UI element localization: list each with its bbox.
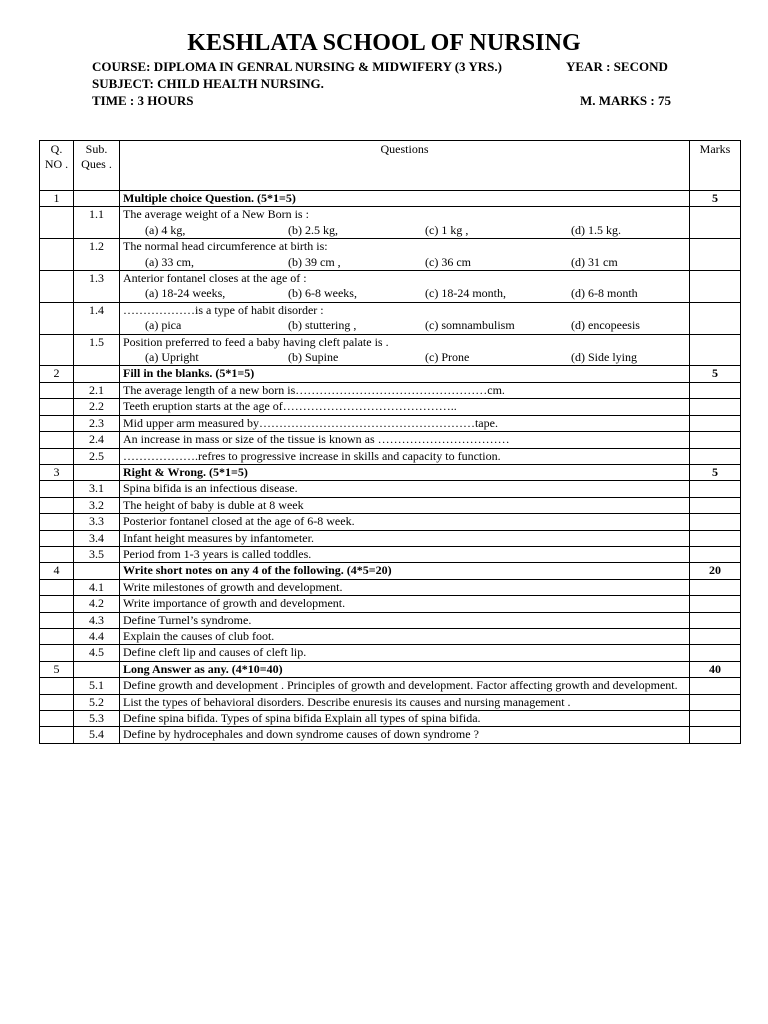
question-row xyxy=(40,432,741,448)
sub-question-number: 3.2 xyxy=(74,497,120,513)
question-row xyxy=(40,530,741,546)
question-text: The average length of a new born is…………………………………………cm. xyxy=(123,382,505,397)
question-text: Posterior fontanel closed at the age of 6-8 week. xyxy=(123,514,355,529)
question-row xyxy=(40,497,741,513)
question-cell xyxy=(120,596,690,612)
question-text: Define by hydrocephales and down syndrome causes of down syndrome ? xyxy=(123,727,479,742)
section-marks: 20 xyxy=(690,563,741,579)
question-text: ………………is a type of habit disorder : xyxy=(123,302,324,317)
question-row xyxy=(40,727,741,743)
section-row xyxy=(40,191,741,207)
question-number-empty xyxy=(40,727,74,743)
sub-question-number: 4.3 xyxy=(74,612,120,628)
sub-question-number: 1.4 xyxy=(74,302,120,334)
sub-question-number-empty xyxy=(74,191,120,207)
marks-empty xyxy=(690,334,741,366)
marks-empty xyxy=(690,382,741,398)
question-cell xyxy=(120,530,690,546)
question-text: Define spina bifida. Types of spina bifida Explain all types of spina bifida. xyxy=(123,711,481,725)
sub-question-number: 2.1 xyxy=(74,382,120,398)
marks-empty xyxy=(690,415,741,431)
answer-option: (c) somnambulism xyxy=(425,318,515,333)
question-cell xyxy=(120,546,690,562)
answer-option: (a) 18-24 weeks, xyxy=(145,286,226,301)
answer-options xyxy=(123,350,686,365)
sub-question-number: 3.5 xyxy=(74,546,120,562)
sub-question-number-empty xyxy=(74,661,120,677)
question-number-empty xyxy=(40,530,74,546)
question-cell xyxy=(120,302,690,334)
answer-option: (a) 33 cm, xyxy=(145,254,194,269)
question-table-body xyxy=(40,191,741,744)
sub-question-number: 4.5 xyxy=(74,645,120,661)
answer-option: (d) Side lying xyxy=(571,350,637,365)
answer-options xyxy=(123,318,686,333)
question-cell xyxy=(120,448,690,464)
max-marks-line: M. MARKS : 75 xyxy=(580,93,671,108)
section-marks: 40 xyxy=(690,661,741,677)
marks-empty xyxy=(690,481,741,497)
question-cell xyxy=(120,271,690,303)
question-cell xyxy=(120,399,690,415)
sub-question-number: 5.3 xyxy=(74,711,120,727)
marks-empty xyxy=(690,727,741,743)
answer-options xyxy=(123,286,686,301)
sub-question-number: 4.1 xyxy=(74,579,120,595)
answer-option: (a) 4 kg, xyxy=(145,222,186,237)
question-number-empty xyxy=(40,399,74,415)
section-title: Long Answer as any. (4*10=40) xyxy=(120,661,690,677)
question-number-empty xyxy=(40,678,74,694)
question-row xyxy=(40,481,741,497)
marks-empty xyxy=(690,711,741,727)
question-cell xyxy=(120,432,690,448)
question-number-empty xyxy=(40,302,74,334)
sub-question-number: 3.4 xyxy=(74,530,120,546)
school-title: KESHLATA SCHOOL OF NURSING xyxy=(187,30,581,56)
sub-question-number: 5.2 xyxy=(74,694,120,710)
question-text: Write milestones of growth and development. xyxy=(123,579,343,594)
question-row xyxy=(40,579,741,595)
answer-options xyxy=(123,223,686,238)
question-number-empty xyxy=(40,334,74,366)
question-number-empty xyxy=(40,546,74,562)
header-questions: Questions xyxy=(120,141,690,191)
sub-question-number: 4.4 xyxy=(74,628,120,644)
subject-line: SUBJECT: CHILD HEALTH NURSING. xyxy=(92,76,324,91)
sub-question-number: 3.1 xyxy=(74,481,120,497)
question-row xyxy=(40,207,741,239)
question-text: List the types of behavioral disorders. Describe enuresis its causes and nursing management . xyxy=(123,694,571,709)
question-row xyxy=(40,448,741,464)
question-cell xyxy=(120,497,690,513)
question-row xyxy=(40,514,741,530)
question-number-empty xyxy=(40,382,74,398)
question-number-empty xyxy=(40,207,74,239)
question-number-empty xyxy=(40,514,74,530)
question-text: An increase in mass or size of the tissue is known as …………………………… xyxy=(123,432,510,447)
section-marks: 5 xyxy=(690,366,741,382)
question-number-empty xyxy=(40,694,74,710)
question-number: 2 xyxy=(40,366,74,382)
question-cell xyxy=(120,382,690,398)
header-sub-question: Sub. Ques . xyxy=(74,141,120,191)
question-cell xyxy=(120,628,690,644)
question-row xyxy=(40,612,741,628)
section-row xyxy=(40,661,741,677)
marks-empty xyxy=(690,628,741,644)
question-number-empty xyxy=(40,481,74,497)
question-cell xyxy=(120,645,690,661)
time-line: TIME : 3 HOURS xyxy=(92,93,194,108)
answer-option: (b) 6-8 weeks, xyxy=(288,286,357,301)
question-number-empty xyxy=(40,612,74,628)
question-cell xyxy=(120,415,690,431)
question-row xyxy=(40,678,741,694)
question-text: Teeth eruption starts at the age of…………………………………….. xyxy=(123,399,457,414)
answer-option: (c) 1 kg , xyxy=(425,222,469,237)
question-number-empty xyxy=(40,579,74,595)
question-number: 4 xyxy=(40,563,74,579)
marks-empty xyxy=(690,546,741,562)
sub-question-number: 2.3 xyxy=(74,415,120,431)
question-text: Define growth and development . Principles of growth and development. Factor affecting growth and development. xyxy=(123,678,678,693)
question-text: The average weight of a New Born is : xyxy=(123,207,309,222)
question-number-empty xyxy=(40,645,74,661)
question-text: Anterior fontanel closes at the age of : xyxy=(123,271,307,286)
question-cell xyxy=(120,514,690,530)
marks-empty xyxy=(690,694,741,710)
section-row xyxy=(40,366,741,382)
question-text: Explain the causes of club foot. xyxy=(123,628,275,643)
sub-question-number-empty xyxy=(74,563,120,579)
section-row xyxy=(40,464,741,480)
marks-empty xyxy=(690,497,741,513)
sub-question-number: 5.4 xyxy=(74,727,120,743)
sub-question-number: 2.5 xyxy=(74,448,120,464)
question-text: ……………….refres to progressive increase in skills and capacity to function. xyxy=(123,448,501,463)
question-text: Spina bifida is an infectious disease. xyxy=(123,481,298,496)
answer-option: (b) 39 cm , xyxy=(288,254,341,269)
question-number: 1 xyxy=(40,191,74,207)
question-cell xyxy=(120,678,690,694)
sub-question-number-empty xyxy=(74,464,120,480)
question-number: 5 xyxy=(40,661,74,677)
answer-option: (d) 31 cm xyxy=(571,254,618,269)
question-row xyxy=(40,382,741,398)
question-number-empty xyxy=(40,596,74,612)
sub-question-number: 2.4 xyxy=(74,432,120,448)
sub-question-number: 4.2 xyxy=(74,596,120,612)
question-row xyxy=(40,596,741,612)
question-cell xyxy=(120,694,690,710)
answer-option: (d) 6-8 month xyxy=(571,286,638,301)
sub-question-number: 1.5 xyxy=(74,334,120,366)
question-number-empty xyxy=(40,239,74,271)
question-number-empty xyxy=(40,497,74,513)
question-text: Infant height measures by infantometer. xyxy=(123,530,314,545)
question-row xyxy=(40,334,741,366)
answer-option: (d) 1.5 kg. xyxy=(571,222,621,237)
section-title: Fill in the blanks. (5*1=5) xyxy=(120,366,690,382)
question-row xyxy=(40,711,741,727)
question-cell xyxy=(120,207,690,239)
marks-empty xyxy=(690,514,741,530)
answer-option: (b) Supine xyxy=(288,350,339,365)
answer-option: (a) pica xyxy=(145,318,182,333)
question-row xyxy=(40,628,741,644)
question-text: Define cleft lip and causes of cleft lip. xyxy=(123,645,307,660)
question-row xyxy=(40,645,741,661)
marks-empty xyxy=(690,432,741,448)
marks-empty xyxy=(690,596,741,612)
answer-option: (b) stuttering , xyxy=(288,318,357,333)
question-text: The height of baby is duble at 8 week xyxy=(123,497,304,512)
question-row xyxy=(40,239,741,271)
sub-question-number: 3.3 xyxy=(74,514,120,530)
marks-empty xyxy=(690,612,741,628)
question-row xyxy=(40,399,741,415)
sub-question-number: 1.1 xyxy=(74,207,120,239)
answer-option: (a) Upright xyxy=(145,350,199,365)
sub-question-number: 1.2 xyxy=(74,239,120,271)
section-row xyxy=(40,563,741,579)
question-cell xyxy=(120,727,690,743)
sub-question-number: 2.2 xyxy=(74,399,120,415)
marks-empty xyxy=(690,645,741,661)
marks-empty xyxy=(690,302,741,334)
question-row xyxy=(40,302,741,334)
question-number-empty xyxy=(40,271,74,303)
marks-empty xyxy=(690,271,741,303)
question-row xyxy=(40,546,741,562)
section-title: Right & Wrong. (5*1=5) xyxy=(120,464,690,480)
marks-empty xyxy=(690,399,741,415)
question-text: Define Turnel’s syndrome. xyxy=(123,612,252,627)
header-qno: Q. NO . xyxy=(40,141,74,191)
question-row xyxy=(40,694,741,710)
section-title: Write short notes on any 4 of the following. (4*5=20) xyxy=(120,563,690,579)
question-text: Write importance of growth and development. xyxy=(123,596,346,611)
header-marks: Marks xyxy=(690,141,741,191)
question-cell xyxy=(120,579,690,595)
question-row xyxy=(40,415,741,431)
section-marks: 5 xyxy=(690,464,741,480)
sub-question-number: 5.1 xyxy=(74,678,120,694)
question-text: Period from 1-3 years is called toddles. xyxy=(123,546,312,561)
question-cell xyxy=(120,239,690,271)
question-number-empty xyxy=(40,628,74,644)
table-header-row xyxy=(40,141,741,191)
marks-empty xyxy=(690,239,741,271)
marks-empty xyxy=(690,448,741,464)
marks-empty xyxy=(690,678,741,694)
question-number-empty xyxy=(40,415,74,431)
question-paper-table xyxy=(39,140,741,744)
answer-options xyxy=(123,255,686,270)
answer-option: (b) 2.5 kg, xyxy=(288,222,338,237)
question-cell xyxy=(120,481,690,497)
answer-option: (c) Prone xyxy=(425,350,470,365)
section-title: Multiple choice Question. (5*1=5) xyxy=(120,191,690,207)
section-marks: 5 xyxy=(690,191,741,207)
answer-option: (d) encopeesis xyxy=(571,318,640,333)
year-line: YEAR : SECOND xyxy=(566,59,668,74)
question-text: Mid upper arm measured by………………………………………………tape. xyxy=(123,415,498,430)
marks-empty xyxy=(690,207,741,239)
question-text: Position preferred to feed a baby having cleft palate is . xyxy=(123,334,389,349)
sub-question-number-empty xyxy=(74,366,120,382)
question-number-empty xyxy=(40,432,74,448)
question-cell xyxy=(120,711,690,727)
marks-empty xyxy=(690,579,741,595)
course-line: COURSE: DIPLOMA IN GENRAL NURSING & MIDWIFERY (3 YRS.) xyxy=(92,59,502,74)
question-number-empty xyxy=(40,711,74,727)
question-row xyxy=(40,271,741,303)
question-cell xyxy=(120,334,690,366)
question-number-empty xyxy=(40,448,74,464)
question-text: The normal head circumference at birth is: xyxy=(123,239,328,254)
sub-question-number: 1.3 xyxy=(74,271,120,303)
question-cell xyxy=(120,612,690,628)
answer-option: (c) 18-24 month, xyxy=(425,286,506,301)
question-number: 3 xyxy=(40,464,74,480)
marks-empty xyxy=(690,530,741,546)
answer-option: (c) 36 cm xyxy=(425,254,471,269)
